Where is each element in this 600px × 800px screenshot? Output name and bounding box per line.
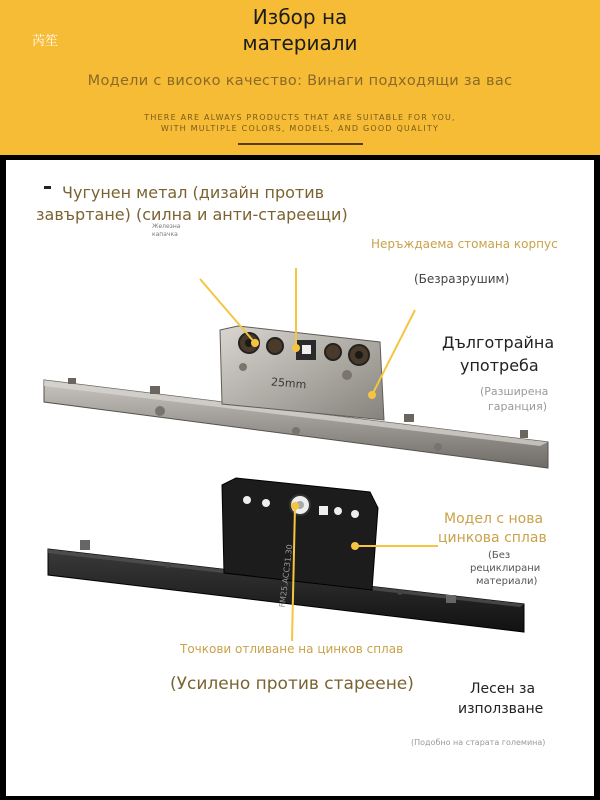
label-cast-iron-line2: завъртане) (силна и анти-стареещи) <box>36 205 348 224</box>
brand-logo-text: 芮笙 <box>32 34 59 49</box>
label-warranty-line1: (Разширена <box>480 385 549 398</box>
label-point-casting: Точкови отливане на цинков сплав <box>180 642 404 656</box>
page-subtitle: Модели с високо качество: Винаги подходящи за вас <box>87 73 513 89</box>
label-no-recycled-line1: (Без <box>488 550 511 561</box>
label-same-size: (Подобно на старата големина) <box>411 738 546 747</box>
label-unbreakable: (Безразрушим) <box>414 272 510 286</box>
label-cast-iron-line1: Чугунен метал (дизайн против <box>62 183 325 202</box>
lower-marking: FM25.ACC31.30 <box>277 543 295 609</box>
english-tagline-line2: WITH MULTIPLE COLORS, MODELS, AND GOOD QUALITY <box>160 124 440 133</box>
label-longlasting-line1: Дълготрайна <box>442 333 555 352</box>
page-title-line1: Избор на <box>252 5 348 29</box>
page-title-line2: материали <box>242 31 358 55</box>
label-easy-use-line2: използване <box>458 701 544 717</box>
label-longlasting-line2: употреба <box>460 356 539 375</box>
label-easy-use-line1: Лесен за <box>470 681 536 697</box>
english-tagline-line1: THERE ARE ALWAYS PRODUCTS THAT ARE SUITABLE FOR YOU, <box>144 113 456 122</box>
label-stainless-body: Неръждаема стомана корпус <box>371 237 558 251</box>
zinc-lock-lower <box>48 478 524 632</box>
label-anti-aging: (Усилено против стареене) <box>170 674 414 694</box>
label-iron-cap-line1: Железна <box>152 223 181 230</box>
label-iron-cap-line2: капачка <box>152 231 178 238</box>
upper-marking: 25mm <box>270 375 307 392</box>
label-mark <box>44 186 51 189</box>
label-no-recycled-line3: материали) <box>476 576 538 587</box>
label-warranty-line2: гаранция) <box>488 400 547 413</box>
label-zinc-model-line2: цинкова сплав <box>438 530 547 546</box>
label-zinc-model-line1: Модел с нова <box>444 511 544 527</box>
label-no-recycled-line2: рециклирани <box>470 563 541 574</box>
